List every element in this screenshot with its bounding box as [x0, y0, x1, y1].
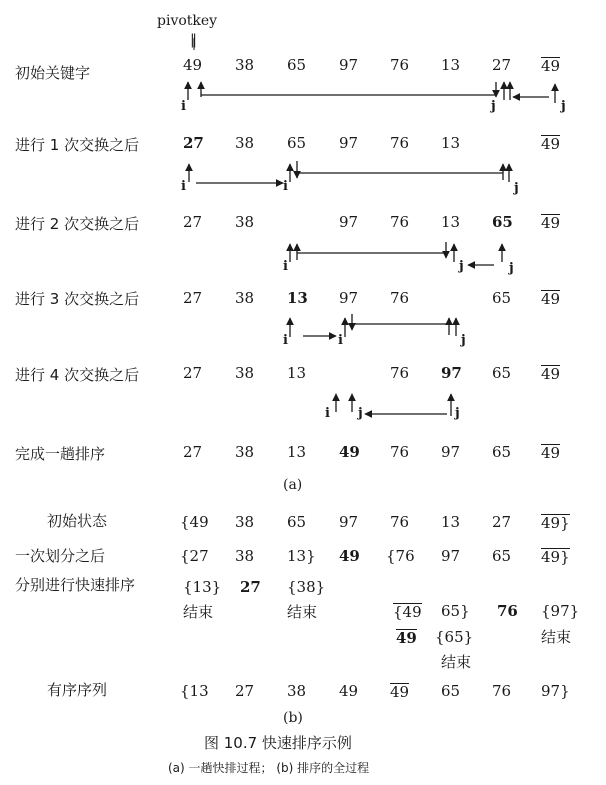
pointer-j: j: [491, 99, 496, 114]
cell-overlined: 49: [541, 365, 561, 383]
cell: 97: [339, 56, 359, 74]
cell: 38: [235, 289, 255, 307]
figure-caption: 图 10.7 快速排序示例: [204, 734, 352, 752]
cell: 49: [339, 682, 359, 700]
cell-overlined: {49: [393, 603, 422, 621]
cell-overlined: 49: [541, 444, 561, 462]
pointer-i: i: [338, 333, 343, 348]
cell: 76: [390, 213, 410, 231]
cell: 97: [339, 513, 359, 531]
row-label-swap-2: 进行 2 次交换之后: [15, 215, 140, 233]
cell-bold: 49: [339, 443, 360, 461]
cell: {27: [180, 547, 209, 565]
cell-overlined: 49: [541, 214, 561, 232]
cell: 38: [235, 56, 255, 74]
caption-b: (b): [283, 710, 303, 726]
pointer-j: j: [358, 406, 363, 421]
cell-overlined: 49: [541, 57, 561, 75]
cell: 76: [390, 134, 410, 152]
pointer-j: j: [455, 406, 460, 421]
pointer-i: i: [283, 333, 288, 348]
pointer-j: j: [514, 181, 519, 196]
cell: 65}: [441, 602, 470, 620]
row-label-initial: 初始关键字: [15, 64, 91, 82]
cell-bold: 76: [497, 602, 518, 620]
cell: 27: [492, 56, 512, 74]
cell: {13}: [183, 578, 222, 596]
pivot-marker: ‖: [190, 32, 197, 48]
cell: 13: [441, 134, 461, 152]
cell: 76: [390, 443, 410, 461]
cell: 38: [235, 547, 255, 565]
row-label-after-partition: 一次划分之后: [15, 547, 106, 565]
cell: {13: [180, 682, 209, 700]
end-label: 结束: [287, 603, 318, 621]
row-label-recursive: 分别进行快速排序: [15, 576, 136, 594]
cell: 97: [339, 289, 359, 307]
cell: 27: [492, 513, 512, 531]
end-label: 结束: [541, 628, 572, 646]
cell: 13: [441, 213, 461, 231]
row-label-swap-1: 进行 1 次交换之后: [15, 136, 140, 154]
pointer-j: j: [561, 99, 566, 114]
cell-overlined: 49: [390, 683, 410, 701]
cell: 13: [441, 513, 461, 531]
cell: 65: [287, 56, 307, 74]
cell: 97: [339, 134, 359, 152]
cell-bold: 13: [287, 289, 308, 307]
pointer-i: i: [325, 406, 330, 421]
cell: 13: [287, 364, 307, 382]
cell: 65: [287, 134, 307, 152]
cell: 76: [390, 56, 410, 74]
cell-overlined: 49: [541, 135, 561, 153]
pointer-i: i: [283, 259, 288, 274]
cell: 97: [339, 213, 359, 231]
cell-bold: 65: [492, 213, 513, 231]
pointer-i: i: [283, 179, 288, 194]
row-label-sorted: 有序序列: [47, 681, 108, 699]
cell: 27: [183, 364, 203, 382]
cell: 27: [183, 213, 203, 231]
cell: 13: [441, 56, 461, 74]
cell: 27: [183, 443, 203, 461]
cell: 97}: [541, 682, 570, 700]
figure-subcaption: (a) 一趟快排过程； (b) 排序的全过程: [168, 761, 370, 775]
cell-overlined: 49: [541, 290, 561, 308]
cell-bold: 27: [183, 134, 204, 152]
cell: {97}: [541, 602, 580, 620]
cell: 38: [235, 213, 255, 231]
end-label: 结束: [183, 603, 214, 621]
cell: 38: [235, 134, 255, 152]
cell: 27: [183, 289, 203, 307]
cell: 76: [390, 289, 410, 307]
cell: 76: [492, 682, 512, 700]
cell: {38}: [287, 578, 326, 596]
cell-bold: 97: [441, 364, 462, 382]
cell: 13}: [287, 547, 316, 565]
cell: 97: [441, 547, 461, 565]
pointer-i: i: [181, 99, 186, 114]
cell: 49: [183, 56, 203, 74]
cell: 65: [287, 513, 307, 531]
row-label-complete: 完成一趟排序: [15, 445, 106, 463]
cell-overlined: 49}: [541, 514, 570, 532]
pointer-j: j: [459, 259, 464, 274]
cell-bold: 27: [240, 578, 261, 596]
caption-a: (a): [283, 477, 303, 493]
cell: {65}: [435, 628, 474, 646]
row-label-initial-state: 初始状态: [47, 512, 108, 530]
cell: 76: [390, 513, 410, 531]
cell: 13: [287, 443, 307, 461]
cell: {49: [180, 513, 209, 531]
pointer-i: i: [181, 179, 186, 194]
pointer-j: j: [461, 333, 466, 348]
cell-bold: 49: [339, 547, 360, 565]
end-label: 结束: [441, 653, 472, 671]
cell: 38: [235, 364, 255, 382]
pointer-j: j: [509, 261, 514, 276]
cell: 38: [235, 443, 255, 461]
cell: 65: [441, 682, 461, 700]
pivotkey-label: pivotkey: [157, 13, 218, 29]
cell-overlined: 49}: [541, 548, 570, 566]
row-label-swap-3: 进行 3 次交换之后: [15, 290, 140, 308]
cell: 97: [441, 443, 461, 461]
cell: 65: [492, 547, 512, 565]
cell: 38: [235, 513, 255, 531]
cell: 76: [390, 364, 410, 382]
cell: 65: [492, 289, 512, 307]
cell: 65: [492, 364, 512, 382]
cell: 65: [492, 443, 512, 461]
cell: {76: [386, 547, 415, 565]
cell: 27: [235, 682, 255, 700]
row-label-swap-4: 进行 4 次交换之后: [15, 366, 140, 384]
cell-bold-overlined: 49: [396, 629, 417, 647]
cell: 38: [287, 682, 307, 700]
